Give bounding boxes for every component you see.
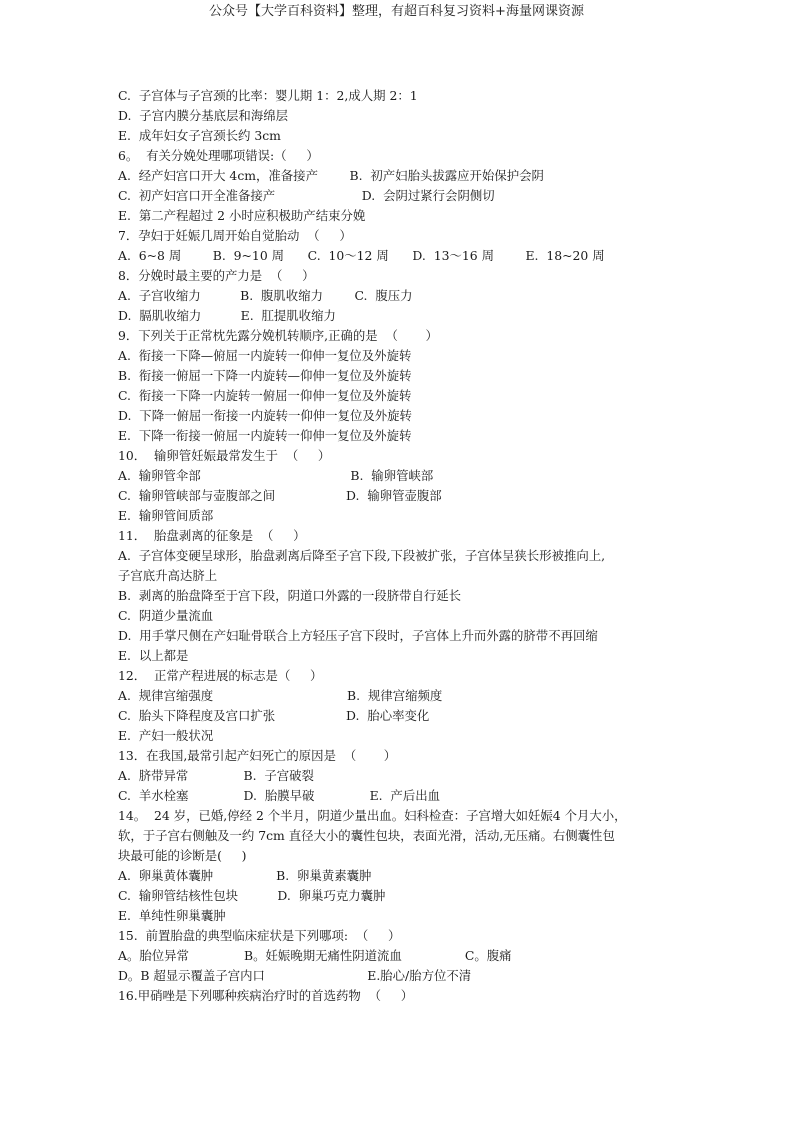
text-line: 块最可能的诊断是( ) <box>118 848 247 863</box>
text-line: 软，于子宫右侧触及一约 7cm 直径大小的囊性包块，表面光滑，活动,无压痛。右侧囊性包 <box>118 828 615 843</box>
question-13: 13．在我国,最常引起产妇死亡的原因是 （ ） <box>118 748 397 763</box>
text-line: A. 卵巢黄体囊肿 B. 卵巢黄素囊肿 <box>118 868 372 883</box>
text-line: 子宫底升高达脐上 <box>118 568 218 583</box>
question-15: 15. 前置胎盘的典型临床症状是下列哪项: （ ） <box>118 928 401 943</box>
text-line: D. 子宫内膜分基底层和海绵层 <box>118 108 288 123</box>
text-line: C. 输卵管结核性包块 D. 卵巢巧克力囊肿 <box>118 888 386 903</box>
text-line: C. 输卵管峡部与壶腹部之间 D. 输卵管壶腹部 <box>118 488 442 503</box>
text-line: C. 胎头下降程度及宫口扩张 D. 胎心率变化 <box>118 708 430 723</box>
text-line: A. 脐带异常 B. 子宫破裂 <box>118 768 314 783</box>
question-11: 11． 胎盘剥离的征象是 （ ） <box>118 528 306 543</box>
text-line: E. 第二产程超过 2 小时应积极助产结束分娩 <box>118 208 366 223</box>
text-line: A。胎位异常 B。妊娠晚期无痛性阴道流血 C。腹痛 <box>118 948 512 963</box>
text-line: D. 用手掌尺侧在产妇耻骨联合上方轻压子宫下段时，子宫体上升而外露的脐带不再回缩 <box>118 628 598 643</box>
question-12: 12． 正常产程进展的标志是（ ） <box>118 668 323 683</box>
question-16: 16.甲硝唑是下列哪种疾病治疗时的首选药物 （ ） <box>118 988 414 1003</box>
text-line: B. 衔接一俯屈一下降一内旋转—仰伸一复位及外旋转 <box>118 368 412 383</box>
text-line: E. 产妇一般状况 <box>118 728 214 743</box>
text-line: C. 衔接一下降一内旋转一俯屈一仰伸一复位及外旋转 <box>118 388 412 403</box>
text-line: C. 阴道少量流血 <box>118 608 214 623</box>
text-line: C. 羊水栓塞 D. 胎膜早破 E. 产后出血 <box>118 788 440 803</box>
text-line: C. 初产妇宫口开全准备接产 D. 会阴过紧行会阴侧切 <box>118 188 495 203</box>
text-line: D。B 超显示覆盖子宫内口 E.胎心/胎方位不清 <box>118 968 472 983</box>
text-line: D. 下降一俯屈一衔接一内旋转一仰伸一复位及外旋转 <box>118 408 412 423</box>
text-line: A. 子宫体变硬呈球形，胎盘剥离后降至子宫下段,下段被扩张，子宫体呈狭长形被推向上, <box>118 548 606 563</box>
text-line: A. 衔接一下降—俯屈一内旋转一仰伸一复位及外旋转 <box>118 348 412 363</box>
text-line: E. 成年妇女子宫颈长约 3cm <box>118 128 281 143</box>
text-line: A. 6~8 周 B. 9~10 周 C. 10～12 周 D. 13～16 周 E. 18~20 周 <box>118 248 605 263</box>
text-line: A. 经产妇宫口开大 4cm，准备接产 B. 初产妇胎头拔露应开始保护会阴 <box>118 168 544 183</box>
question-6: 6。 有关分娩处理哪项错误:（ ） <box>118 148 319 163</box>
text-line: E. 下降一衔接一俯屈一内旋转一仰伸一复位及外旋转 <box>118 428 412 443</box>
question-9: 9．下列关于正常枕先露分娩机转顺序,正确的是 （ ） <box>118 328 438 343</box>
text-line: A. 子宫收缩力 B. 腹肌收缩力 C. 腹压力 <box>118 288 413 303</box>
page-header: 公众号【大学百科资料】整理，有超百科复习资料+海量网课资源 <box>209 4 584 19</box>
text-line: E. 单纯性卵巢囊肿 <box>118 908 226 923</box>
question-8: 8．分娩时最主要的产力是 （ ） <box>118 268 315 283</box>
question-7: 7．孕妇于妊娠几周开始自觉胎动 （ ） <box>118 228 352 243</box>
question-10: 10． 输卵管妊娠最常发生于 （ ） <box>118 448 331 463</box>
text-line: B. 剥离的胎盘降至于宫下段，阴道口外露的一段脐带自行延长 <box>118 588 462 603</box>
text-line: C. 子宫体与子宫颈的比率：婴儿期 1：2,成人期 2：1 <box>118 88 418 103</box>
question-content <box>118 86 698 1006</box>
question-14: 14。 24 岁，已婚,停经 2 个半月，阴道少量出血。妇科检查：子宫增大如妊娠4 个月大小， <box>118 808 627 823</box>
text-line: A. 规律宫缩强度 B. 规律宫缩频度 <box>118 688 443 703</box>
text-line: A. 输卵管伞部 B. 输卵管峡部 <box>118 468 434 483</box>
text-line: E. 以上都是 <box>118 648 189 663</box>
text-line: E. 输卵管间质部 <box>118 508 214 523</box>
text-line: D. 膈肌收缩力 E. 肛提肌收缩力 <box>118 308 336 323</box>
